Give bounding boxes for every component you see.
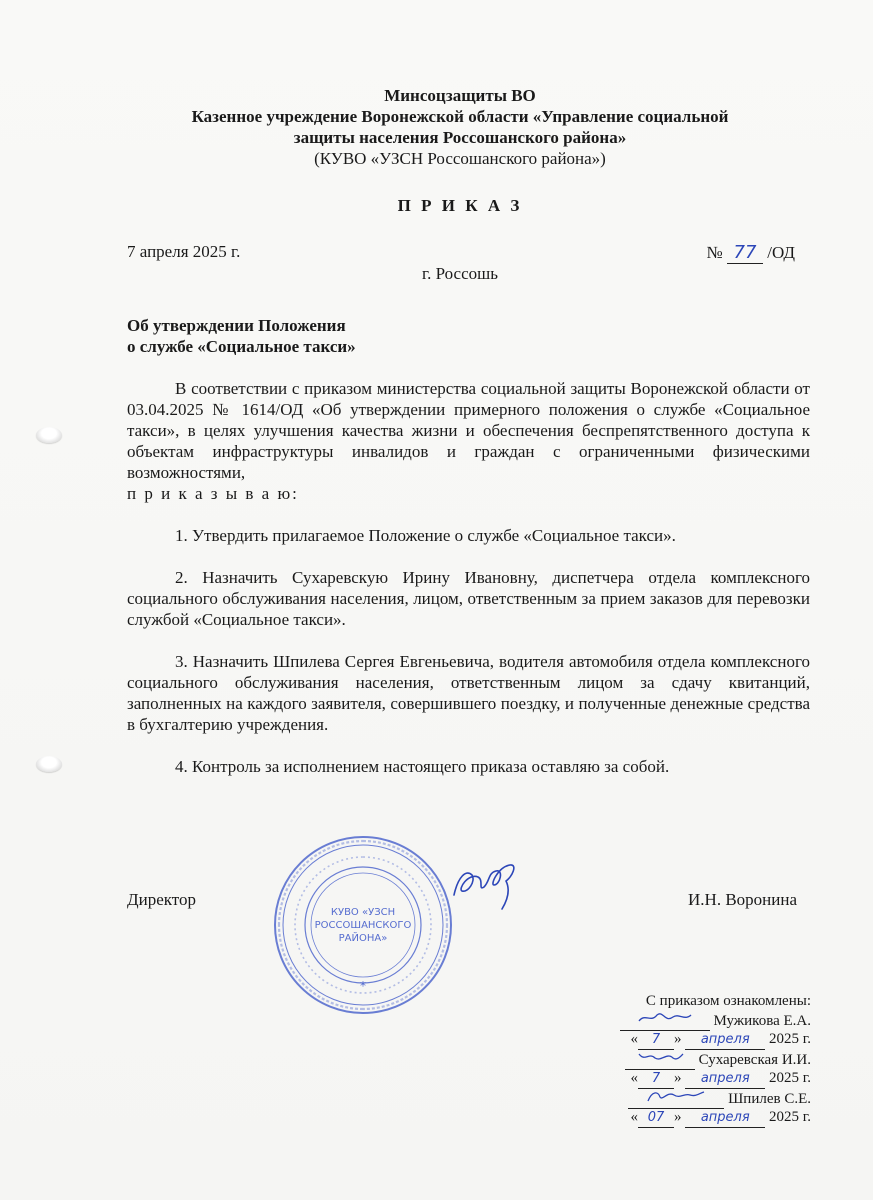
institution-abbreviation: (КУВО «УЗСН Россошанского района») [314,149,606,168]
ack-day: 7 [638,1070,674,1089]
stamp-text-1: КУВО «УЗСН [330,907,396,918]
subject-line2: о службе «Социальное такси» [127,337,356,356]
ack-title: С приказом ознакомлены: [645,993,811,1009]
ack-day: 07 [638,1109,674,1128]
order-date: 7 апреля 2025 г. [127,242,241,261]
handwritten-signature-icon [635,1011,695,1025]
subject-line1: Об утверждении Положения [127,316,346,335]
ack-month: апреля [685,1031,765,1050]
punch-hole [36,756,62,772]
handwritten-signature-icon [635,1050,685,1064]
ack-date-row: « 7 » апреля 2025 г. [541,1070,811,1089]
ack-month: апреля [685,1109,765,1128]
order-word: п р и к а з ы в а ю: [127,484,299,503]
ack-year: 2025 г. [769,1109,811,1125]
ack-name: Сухаревская И.И. [698,1051,811,1068]
ack-signature [625,1050,695,1071]
number-prefix: № [706,243,723,262]
order-item-3: 3. Назначить Шпилева Сергея Евгеньевича, водителя автомобиля отдела комплексного социального обслуживания населения, ответственным лицом за сдачу квитанций, заполненных на каждого заявителя, совершившего поездку, и полученные денежные средства в бухгалтерию учреждения. [127,652,810,734]
director-signature [448,855,528,915]
ack-signature [620,1011,710,1032]
handwritten-signature-icon [644,1089,708,1103]
ack-signature-row [541,1089,811,1110]
stamp-text-2: РОССОШАНСКОГО [314,920,412,931]
number-suffix: /ОД [767,243,795,262]
number-value: 77 [727,242,763,264]
stamp-text-3: РАЙОНА» [338,933,388,944]
signer-name: И.Н. Воронина [688,890,797,909]
ack-date-row: « 07 » апреля 2025 г. [541,1109,811,1128]
ack-year: 2025 г. [769,1070,811,1086]
ack-month: апреля [685,1070,765,1089]
svg-text:*: * [360,979,366,993]
order-number [707,242,795,264]
order-item-2: 2. Назначить Сухаревскую Ирину Ивановну, диспетчера отдела комплексного социального обслуживания населения, лицом, ответственным за прием заказов для перевозки службой «Социальное такси». [127,568,810,629]
acknowledgement-block [541,993,811,1128]
city: г. Россошь [422,264,498,283]
ack-signature [628,1089,724,1110]
ministry-name: Минсоцзащиты ВО [384,86,536,105]
institution-name-line2: защиты населения Россошанского района» [293,128,627,147]
order-subject [127,315,356,357]
signer-role: Директор [127,890,196,909]
order-body [127,378,810,777]
ack-name: Мужикова Е.А. [713,1012,811,1029]
institution-name-line1: Казенное учреждение Воронежской области «Управление социальной [191,107,729,126]
ack-name: Шпилев С.Е. [728,1090,811,1107]
ack-signature-row [541,1050,811,1071]
ack-signature-row [541,1011,811,1032]
preamble-paragraph: В соответствии с приказом министерства социальной защиты Воронежской области от 03.04.2025 № 1614/ОД «Об утверждении примерного положения о службе «Социальное такси», в целях улучшения качества жизни и обеспечения беспрепятственного доступа к объектам инфраструктуры инвалидов и граждан с ограниченными физическими возможностями, [127,379,810,482]
document-header [120,85,800,169]
document-type: П Р И К А З [397,196,523,215]
official-stamp [268,830,458,1020]
punch-hole [36,427,62,443]
order-item-1: 1. Утвердить прилагаемое Положение о службе «Социальное такси». [175,526,676,545]
ack-day: 7 [638,1031,674,1050]
ack-year: 2025 г. [769,1031,811,1047]
order-item-4: 4. Контроль за исполнением настоящего приказа оставляю за собой. [175,757,670,776]
ack-date-row: « 7 » апреля 2025 г. [541,1031,811,1050]
